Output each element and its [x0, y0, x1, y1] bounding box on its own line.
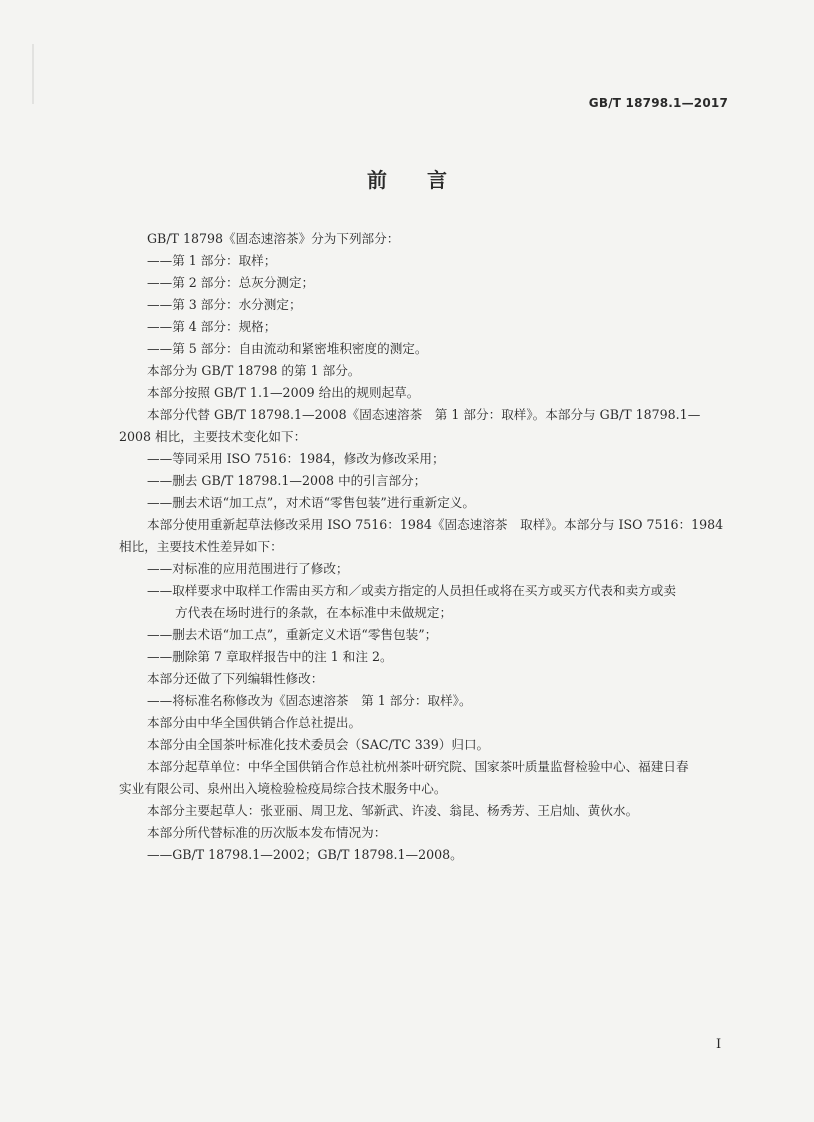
scan-edge-mark [32, 44, 34, 104]
list-item: ——对标准的应用范围进行了修改； [147, 561, 349, 576]
paragraph-line: 本部分使用重新起草法修改采用 ISO 7516：1984《固态速溶茶 取样》。本部分与 ISO 7516：1984 [147, 517, 724, 532]
list-item: ——等同采用 ISO 7516：1984，修改为修改采用； [147, 451, 445, 466]
list-item: ——第 2 部分：总灰分测定； [147, 275, 315, 290]
list-item: ——将标准名称修改为《固态速溶茶 第 1 部分：取样》。 [147, 693, 472, 708]
paragraph-line: 相比，主要技术性差异如下： [119, 539, 283, 554]
paragraph-line: 实业有限公司、泉州出入境检验检疫局综合技术服务中心。 [119, 781, 447, 796]
paragraph-line: 本部分由全国茶叶标准化技术委员会（SAC/TC 339）归口。 [147, 737, 490, 752]
list-item: ——第 3 部分：水分测定； [147, 297, 302, 312]
paragraph-line: 本部分起草单位：中华全国供销合作总社杭州茶叶研究院、国家茶叶质量监督检验中心、福建日春 [147, 759, 689, 774]
list-item: ——删去术语“加工点”，重新定义术语“零售包装”； [147, 627, 438, 642]
paragraph-line: 本部分还做了下列编辑性修改： [147, 671, 324, 686]
list-item: ——删去 GB/T 18798.1—2008 中的引言部分； [147, 473, 427, 488]
list-item: ——GB/T 18798.1—2002；GB/T 18798.1—2008。 [147, 847, 463, 862]
list-item: ——第 4 部分：规格； [147, 319, 277, 334]
paragraph-line: 本部分由中华全国供销合作总社提出。 [147, 715, 362, 730]
paragraph-line: 本部分代替 GB/T 18798.1—2008《固态速溶茶 第 1 部分：取样》。本部分与 GB/T 18798.1— [147, 407, 701, 422]
page-number: I [716, 1037, 722, 1052]
list-item: ——第 5 部分：自由流动和紧密堆积密度的测定。 [147, 341, 428, 356]
paragraph-line: 本部分按照 GB/T 1.1—2009 给出的规则起草。 [147, 385, 420, 400]
paragraph-line: 本部分为 GB/T 18798 的第 1 部分。 [147, 363, 361, 378]
paragraph-line: 本部分主要起草人：张亚丽、周卫龙、邹新武、许凌、翁昆、杨秀芳、王启灿、黄伙水。 [147, 803, 639, 818]
list-item: ——删除第 7 章取样报告中的注 1 和注 2。 [147, 649, 393, 664]
title-char: 前 [367, 168, 387, 192]
list-item: ——第 1 部分：取样； [147, 253, 277, 268]
list-item: ——删去术语“加工点”，对术语“零售包装”进行重新定义。 [147, 495, 476, 510]
title-char: 言 [427, 168, 447, 192]
standard-number: GB/T 18798.1—2017 [588, 96, 728, 110]
paragraph-line: GB/T 18798《固态速溶茶》分为下列部分： [147, 231, 400, 246]
paragraph-line: 2008 相比，主要技术变化如下： [119, 429, 307, 444]
page-title [0, 164, 814, 193]
list-item: ——取样要求中取样工作需由买方和／或卖方指定的人员担任或将在买方或买方代表和卖方或卖 [147, 583, 676, 598]
list-item: 方代表在场时进行的条款，在本标准中未做规定； [175, 605, 453, 620]
paragraph-line: 本部分所代替标准的历次版本发布情况为： [147, 825, 387, 840]
